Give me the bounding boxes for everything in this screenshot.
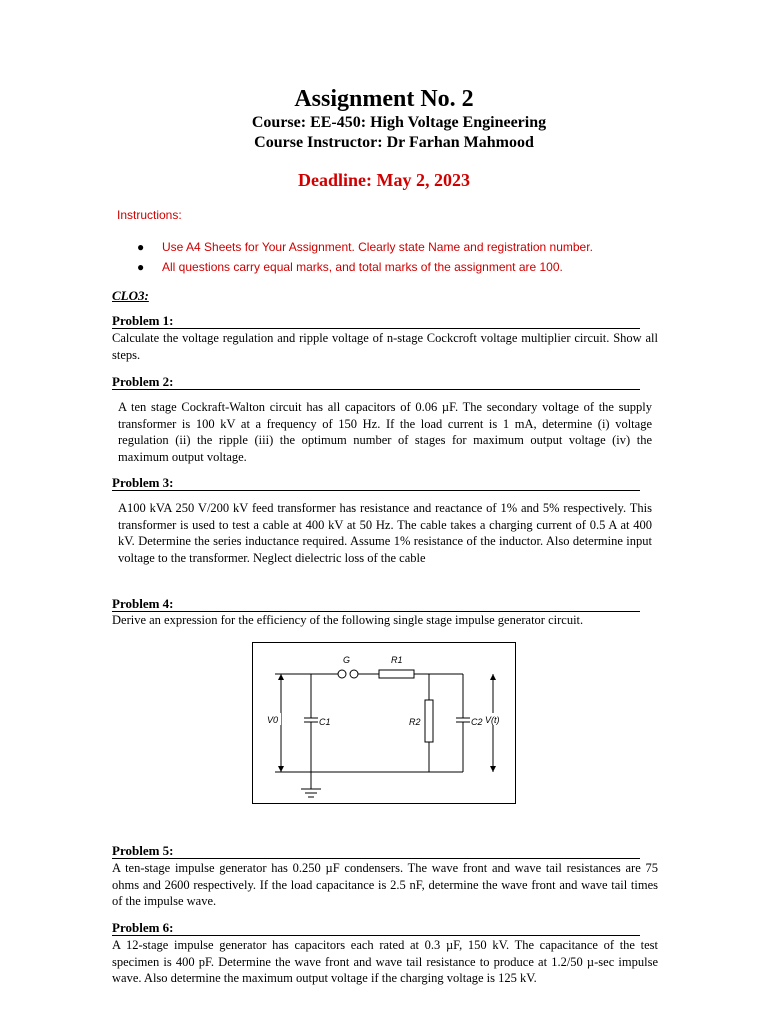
- arrow-head: [278, 674, 284, 680]
- course-name: Course: EE-450: High Voltage Engineering: [251, 114, 547, 131]
- clo-label: CLO3:: [112, 288, 149, 303]
- problem-4-text: Derive an expression for the efficiency of the following single stage impulse generator circuit.: [112, 613, 584, 627]
- problem-4-heading: Problem 4:: [112, 597, 640, 612]
- problem-3-text: A100 kVA 250 V/200 kV feed transformer has resistance and reactance of 1% and 5% respectively. This transformer is used to test a cable at 400 kV at 50 Hz. The cable takes a charging current of 0.5 A at 400 kV. Determine the series inductance required. Assume 1% resistance of the inductor. Also determine input voltage to the transformer. Neglect dielectric loss of the cable: [118, 501, 652, 565]
- problem-3-heading: Problem 3:: [112, 476, 640, 491]
- problem-2-text: A ten stage Cockraft-Walton circuit has all capacitors of 0.06 µF. The secondary voltage of the supply transformer is 100 kV at a frequency of 150 Hz. If the load current is 1 mA, determine (i) voltage regulation (ii) the ripple (iii) the optimum number of stages for maximum output voltage (iv) the maximum output voltage.: [118, 400, 652, 464]
- page-title: Assignment No. 2: [294, 86, 474, 112]
- deadline: Deadline: May 2, 2023: [298, 170, 470, 190]
- c1-label: C1: [319, 717, 331, 727]
- problem-6-heading: Problem 6:: [112, 921, 640, 936]
- r1-label: R1: [391, 655, 403, 665]
- instructions-list: [134, 240, 593, 280]
- vt-label: V(t): [485, 715, 500, 725]
- problem-5-text: A ten-stage impulse generator has 0.250 µF condensers. The wave front and wave tail resistances are 75 ohms and 2600 respectively. If the load capacitance is 2.5 nF, determine the wave front and wave tail times of the impulse wave.: [112, 861, 658, 908]
- arrow-head: [490, 674, 496, 680]
- course-instructor: Course Instructor: Dr Farhan Mahmood: [254, 134, 534, 151]
- spark-gap-sphere: [350, 670, 358, 678]
- problem-5-heading: Problem 5:: [112, 844, 640, 859]
- bullet-icon: ●: [137, 240, 145, 254]
- v0-label: V0: [267, 715, 279, 725]
- spark-gap-sphere: [338, 670, 346, 678]
- bullet-icon: ●: [137, 260, 145, 274]
- arrow-head: [278, 766, 284, 772]
- gap-label: G: [343, 655, 351, 665]
- r2-resistor: [425, 700, 433, 742]
- r1-resistor: [379, 670, 414, 678]
- problem-2-heading: Problem 2:: [112, 375, 640, 390]
- instruction-text: All questions carry equal marks, and total marks of the assignment are 100.: [162, 260, 563, 274]
- instruction-text: Use A4 Sheets for Your Assignment. Clearly state Name and registration number.: [162, 240, 593, 254]
- problem-1-heading: Problem 1:: [112, 314, 640, 329]
- r2-label: R2: [409, 717, 421, 727]
- problem-6-text: A 12-stage impulse generator has capacitors each rated at 0.3 µF, 150 kV. The capacitance of the test specimen is 400 pF. Determine the wave front and wave tail resistance to produce at 1.2/50 µ-sec impulse wave. Also determine the maximum output voltage if the charging voltage is 125 kV.: [112, 938, 658, 985]
- circuit-diagram: [253, 643, 515, 803]
- arrow-head: [490, 766, 496, 772]
- problem-1-text: Calculate the voltage regulation and ripple voltage of n-stage Cockcroft voltage multiplier circuit. Show all steps.: [112, 331, 658, 362]
- c2-label: C2: [471, 717, 483, 727]
- impulse-generator-circuit: [252, 642, 516, 804]
- instructions-label: Instructions:: [117, 208, 182, 222]
- list-item: [134, 260, 593, 280]
- list-item: [134, 240, 593, 260]
